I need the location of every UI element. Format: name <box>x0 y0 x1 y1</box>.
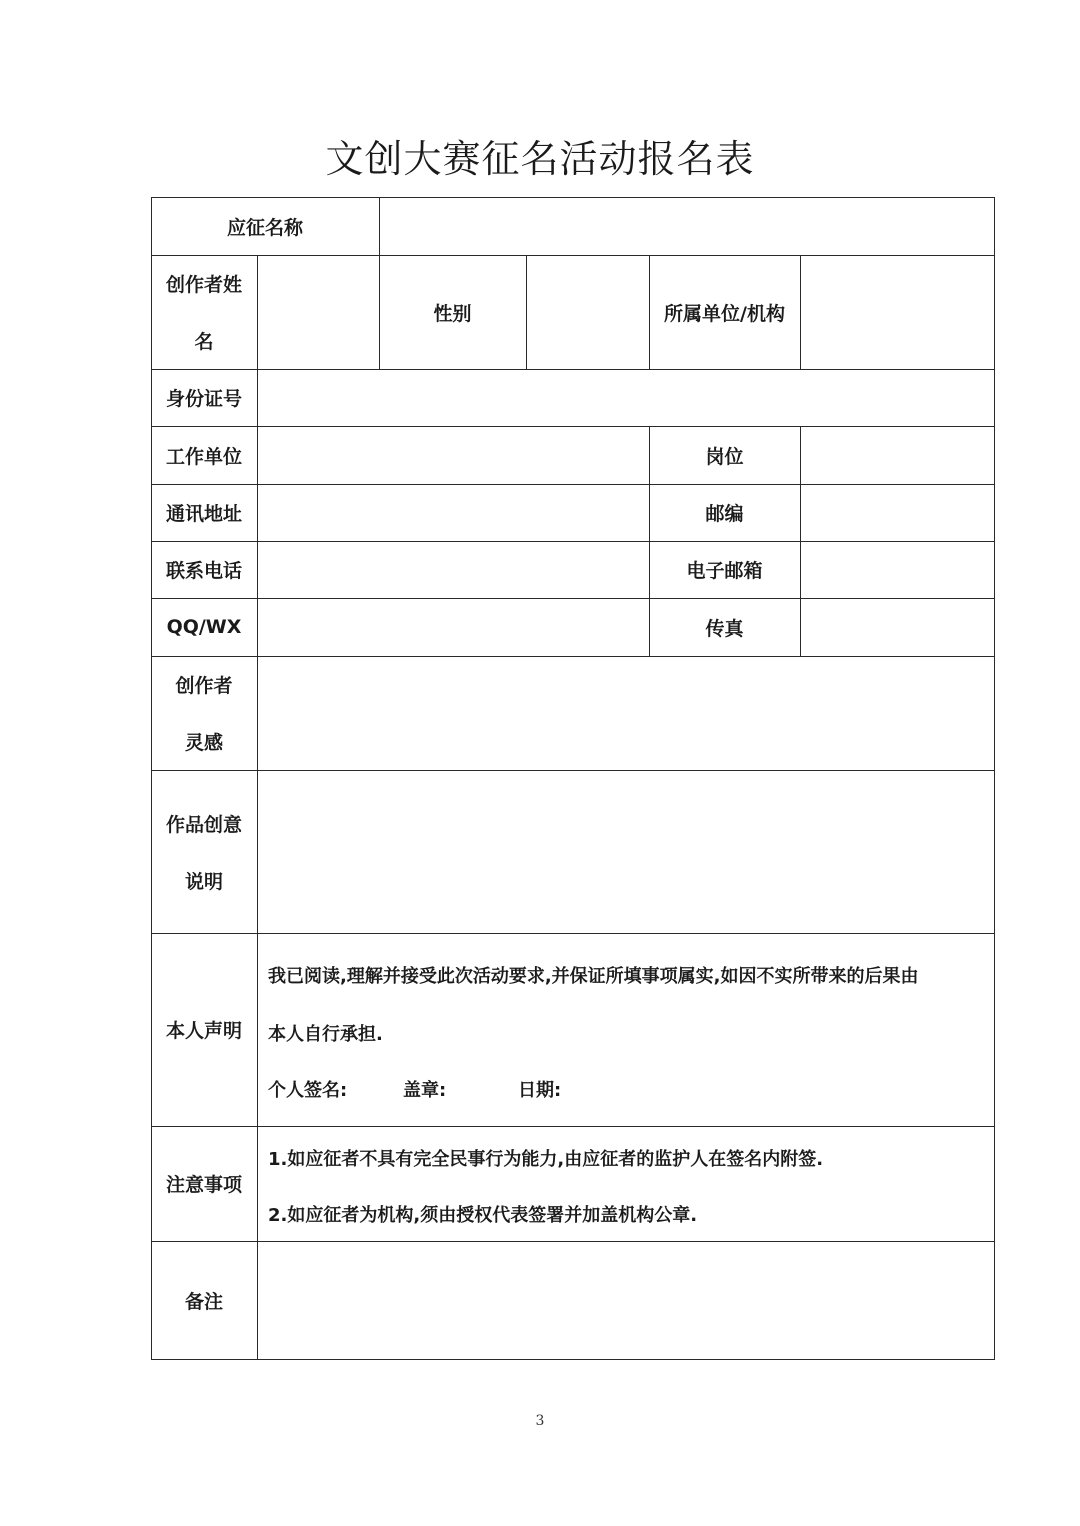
fax-label: 传真 <box>705 617 744 640</box>
creator-name-field[interactable] <box>259 257 378 368</box>
notes-label: 注意事项 <box>165 1174 242 1196</box>
note-item-1: 1.如应征者不具有完全民事行为能力,由应征者的监护人在签名内附签. <box>268 1149 824 1170</box>
declaration-text-line1: 我已阅读,理解并接受此次活动要求,并保证所填事项属实,如因不实所带来的后果由 <box>268 966 919 987</box>
workplace-field[interactable] <box>259 428 648 483</box>
inspiration-field[interactable] <box>259 658 993 769</box>
label-column-divider <box>257 255 258 1359</box>
workplace-label: 工作单位 <box>165 445 242 468</box>
row-divider <box>151 1126 995 1127</box>
signature-label: 个人签名: <box>268 1080 348 1101</box>
row-divider <box>151 426 995 427</box>
declaration-label: 本人声明 <box>165 1020 242 1042</box>
gender-field[interactable] <box>528 257 648 368</box>
row-divider <box>151 933 995 934</box>
affiliation-field[interactable] <box>802 257 993 368</box>
entry-name-field[interactable] <box>381 199 993 254</box>
gender-label: 性别 <box>433 302 472 325</box>
email-field[interactable] <box>802 543 993 597</box>
concept-field[interactable] <box>259 772 993 932</box>
row-divider <box>151 255 995 256</box>
row-divider <box>151 484 995 485</box>
page-number: 3 <box>535 1413 545 1429</box>
fax-field[interactable] <box>802 600 993 655</box>
date-label: 日期: <box>518 1080 562 1101</box>
address-label: 通讯地址 <box>165 503 242 525</box>
creator-name-label-line2: 名 <box>194 331 214 353</box>
concept-label <box>151 770 257 933</box>
creator-name-label-line1: 创作者姓 <box>165 274 242 296</box>
creator-name-label <box>151 255 257 369</box>
row-divider <box>151 369 995 370</box>
row-divider <box>151 541 995 542</box>
row-divider <box>151 598 995 599</box>
qq-wx-field[interactable] <box>259 600 648 655</box>
position-field[interactable] <box>802 428 993 483</box>
id-number-label: 身份证号 <box>165 388 242 410</box>
table-border-right <box>994 197 995 1359</box>
table-border-bottom <box>151 1359 995 1360</box>
entry-name-label: 应征名称 <box>226 216 303 239</box>
email-label: 电子邮箱 <box>686 560 763 582</box>
row-divider <box>151 1241 995 1242</box>
col-divider <box>800 255 801 369</box>
affiliation-label: 所属单位/机构 <box>664 302 785 325</box>
inspiration-label <box>151 656 257 770</box>
remarks-field[interactable] <box>259 1243 993 1358</box>
inspiration-label-line2: 灵感 <box>184 732 223 754</box>
address-field[interactable] <box>259 486 648 540</box>
inspiration-label-line1: 创作者 <box>175 675 233 697</box>
postcode-label: 邮编 <box>705 503 744 525</box>
position-label: 岗位 <box>705 445 744 468</box>
page-title: 文创大赛征名活动报名表 <box>325 137 755 181</box>
note-item-2: 2.如应征者为机构,须由授权代表签署并加盖机构公章. <box>268 1205 698 1226</box>
col-divider <box>800 426 801 656</box>
row-divider <box>151 656 995 657</box>
declaration-text-line2: 本人自行承担. <box>268 1024 383 1045</box>
remarks-label: 备注 <box>184 1290 223 1313</box>
concept-label-line2: 说明 <box>184 870 223 893</box>
row-divider <box>151 770 995 771</box>
concept-label-line1: 作品创意 <box>165 813 242 836</box>
phone-field[interactable] <box>259 543 648 597</box>
phone-label: 联系电话 <box>165 560 242 582</box>
col-divider <box>526 255 527 369</box>
col-divider <box>379 197 380 255</box>
seal-label: 盖章: <box>403 1080 447 1101</box>
id-number-field[interactable] <box>259 371 993 425</box>
qq-wx-label: QQ/WX <box>166 616 242 638</box>
postcode-field[interactable] <box>802 486 993 540</box>
